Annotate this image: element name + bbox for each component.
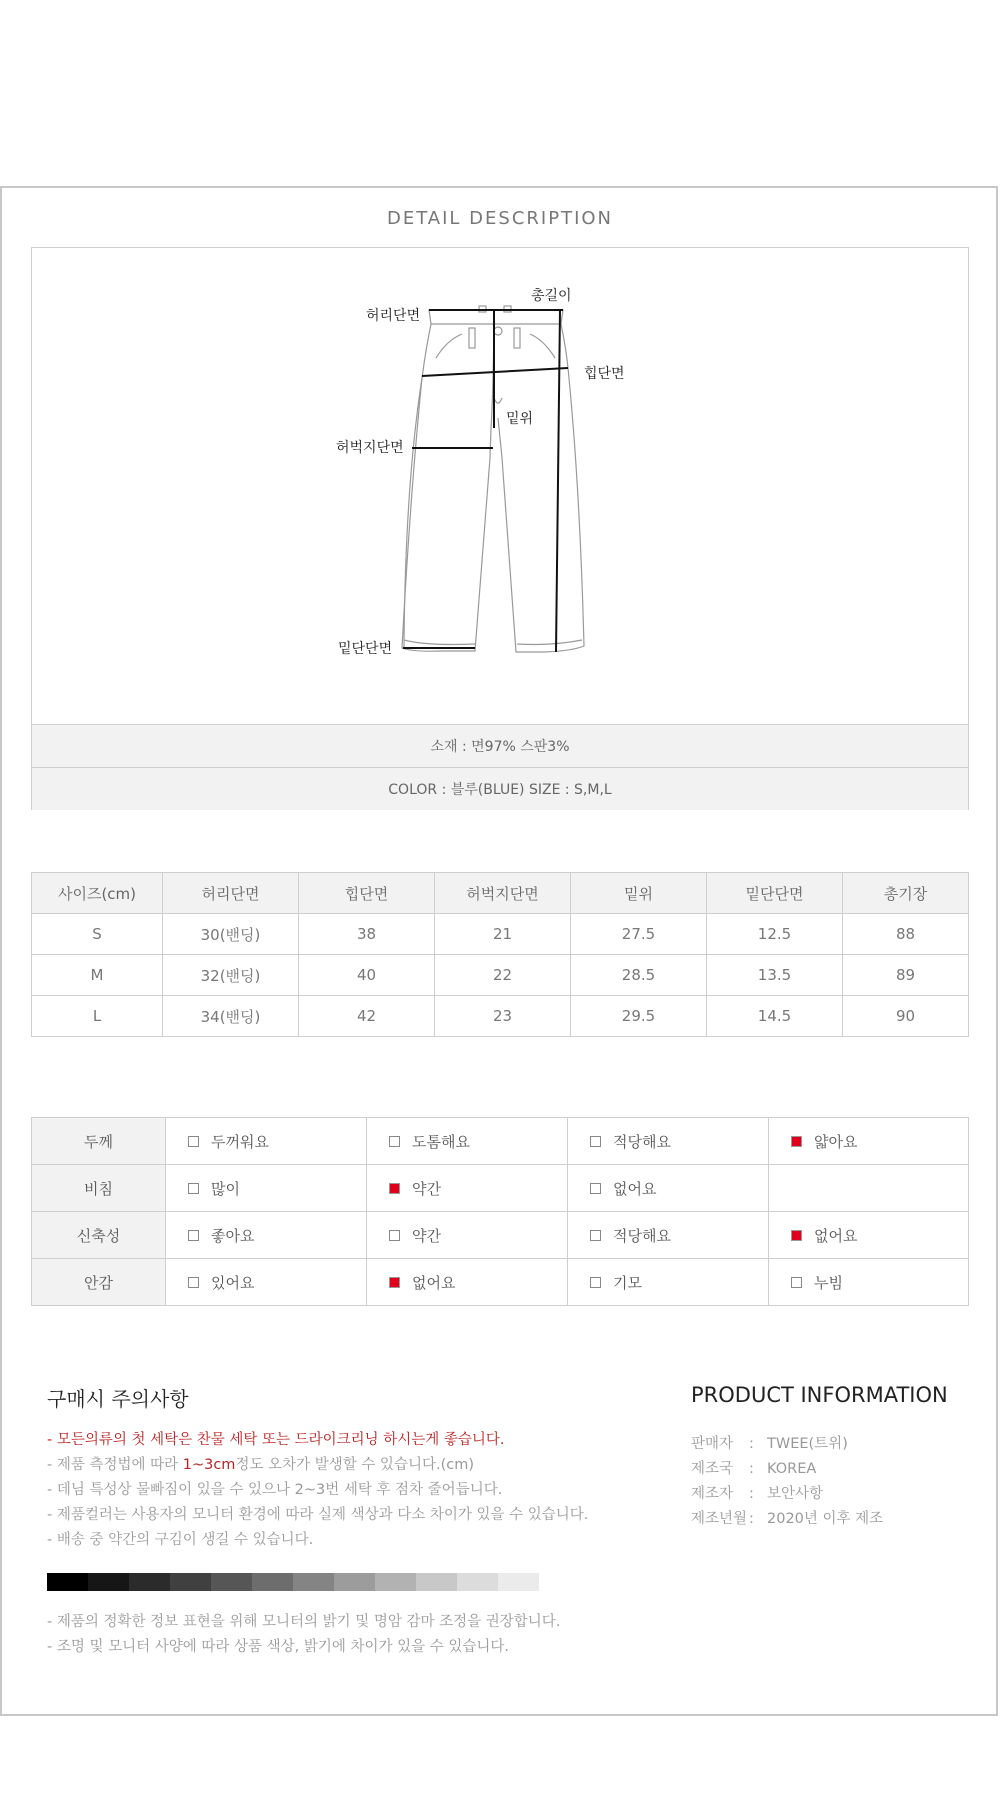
attribute-row-stretch	[32, 1212, 969, 1259]
attribute-row-lining	[32, 1259, 969, 1306]
attribute-row-sheerness	[32, 1165, 969, 1212]
table-cell: 28.5	[571, 955, 707, 996]
option-label: 있어요	[211, 1273, 255, 1292]
hem-header: 밑단단면	[707, 873, 843, 914]
product-info-item	[691, 1432, 883, 1457]
color-swatch	[211, 1573, 252, 1591]
info-value: KOREA	[767, 1461, 817, 1477]
attribute-row-thickness	[32, 1118, 969, 1165]
pants-diagram	[32, 248, 968, 724]
attribute-option	[166, 1212, 367, 1259]
hip-header: 힙단면	[299, 873, 435, 914]
color-swatch	[334, 1573, 375, 1591]
notice-line: - 조명 및 모니터 사양에 따라 상품 색상, 밝기에 차이가 있을 수 있습니다.	[47, 1639, 509, 1655]
table-cell: 29.5	[571, 996, 707, 1037]
info-value: 보안사항	[767, 1486, 824, 1502]
checkbox-icon	[590, 1183, 601, 1194]
notice-line: - 데님 특성상 물빠짐이 있을 수 있으나 2~3번 세탁 후 점차 줄어듭니다.	[47, 1482, 503, 1498]
measurement-diagram-box	[31, 247, 969, 810]
thigh-header: 허벅지단면	[435, 873, 571, 914]
rise-label: 밑위	[506, 411, 534, 427]
color-swatch	[457, 1573, 498, 1591]
color-swatch	[129, 1573, 170, 1591]
attribute-option	[769, 1212, 969, 1259]
notice-highlight: 1~3cm	[182, 1457, 236, 1473]
table-cell: 88	[843, 914, 969, 955]
attribute-label: 두께	[32, 1118, 166, 1165]
attribute-option	[769, 1259, 969, 1306]
table-cell: 34(밴딩)	[163, 996, 299, 1037]
table-cell: 30(밴딩)	[163, 914, 299, 955]
table-row	[32, 996, 969, 1037]
option-label: 도톰해요	[412, 1132, 470, 1151]
table-cell: 12.5	[707, 914, 843, 955]
table-cell: 32(밴딩)	[163, 955, 299, 996]
attribute-table	[31, 1117, 969, 1306]
pants-illustration	[32, 248, 968, 724]
option-label: 없어요	[613, 1179, 657, 1198]
option-label: 없어요	[412, 1273, 456, 1292]
option-label: 누빔	[814, 1273, 843, 1292]
option-label: 두꺼워요	[211, 1132, 269, 1151]
checkbox-icon	[590, 1230, 601, 1241]
attribute-option	[568, 1259, 769, 1306]
total-length-header: 총기장	[843, 873, 969, 914]
table-cell: 14.5	[707, 996, 843, 1037]
attribute-option-empty	[769, 1165, 969, 1212]
info-key: 판매자	[691, 1436, 734, 1452]
table-cell: 90	[843, 996, 969, 1037]
attribute-option	[166, 1118, 367, 1165]
separator: :	[749, 1461, 754, 1477]
notice-text: 정도 오차가 발생할 수 있습니다.(cm)	[235, 1457, 474, 1473]
color-swatch	[170, 1573, 211, 1591]
table-row	[32, 914, 969, 955]
checkbox-icon	[188, 1230, 199, 1241]
detail-title: DETAIL DESCRIPTION	[386, 208, 614, 229]
monitor-notice-list	[47, 1610, 560, 1660]
separator: :	[749, 1511, 754, 1527]
attribute-label: 비침	[32, 1165, 166, 1212]
checkbox-icon	[791, 1277, 802, 1288]
color-swatch	[293, 1573, 334, 1591]
size-table-header	[32, 873, 969, 914]
table-cell: M	[32, 955, 163, 996]
product-info-item	[691, 1482, 883, 1507]
attribute-option	[367, 1212, 568, 1259]
color-size-row: COLOR : 블루(BLUE) SIZE : S,M,L	[32, 767, 968, 810]
product-info-title: PRODUCT INFORMATION	[691, 1383, 948, 1407]
attribute-option	[367, 1165, 568, 1212]
waist-header: 허리단면	[163, 873, 299, 914]
info-key: 제조자	[691, 1486, 734, 1502]
checked-checkbox-icon	[389, 1277, 400, 1288]
attribute-option	[166, 1259, 367, 1306]
option-label: 적당해요	[613, 1226, 671, 1245]
option-label: 좋아요	[211, 1226, 255, 1245]
table-cell: 42	[299, 996, 435, 1037]
checkbox-icon	[590, 1277, 601, 1288]
option-label: 없어요	[814, 1226, 858, 1245]
color-swatch	[375, 1573, 416, 1591]
table-cell: 40	[299, 955, 435, 996]
checked-checkbox-icon	[791, 1230, 802, 1241]
attribute-option	[166, 1165, 367, 1212]
checked-checkbox-icon	[389, 1183, 400, 1194]
attribute-option	[367, 1118, 568, 1165]
checked-checkbox-icon	[791, 1136, 802, 1147]
color-swatch	[416, 1573, 457, 1591]
table-cell: 23	[435, 996, 571, 1037]
checkbox-icon	[188, 1136, 199, 1147]
option-label: 많이	[211, 1179, 240, 1198]
color-swatch	[47, 1573, 88, 1591]
separator: :	[749, 1436, 754, 1452]
notice-line	[47, 1453, 588, 1478]
product-info-item	[691, 1507, 883, 1532]
option-label: 약간	[412, 1226, 441, 1245]
option-label: 얇아요	[814, 1132, 858, 1151]
total-length-label: 총길이	[531, 288, 572, 304]
notice-line: - 모든의류의 첫 세탁은 찬물 세탁 또는 드라이크리닝 하시는게 좋습니다.	[47, 1432, 505, 1448]
color-swatch	[88, 1573, 129, 1591]
notice-list	[47, 1428, 588, 1553]
table-cell: 13.5	[707, 955, 843, 996]
table-cell: L	[32, 996, 163, 1037]
info-key: 제조년월	[691, 1511, 748, 1527]
attribute-option	[769, 1118, 969, 1165]
attribute-label: 신축성	[32, 1212, 166, 1259]
notice-line: - 제품컬러는 사용자의 모니터 환경에 따라 실제 색상과 다소 차이가 있을 수 있습니다.	[47, 1507, 589, 1523]
attribute-option	[568, 1118, 769, 1165]
attribute-option	[568, 1212, 769, 1259]
table-cell: 38	[299, 914, 435, 955]
table-cell: 22	[435, 955, 571, 996]
info-value: TWEE(트위)	[767, 1436, 848, 1452]
option-label: 기모	[613, 1273, 642, 1292]
waist-label: 허리단면	[366, 308, 421, 324]
checkbox-icon	[590, 1136, 601, 1147]
checkbox-icon	[389, 1136, 400, 1147]
table-row	[32, 955, 969, 996]
attribute-option	[568, 1165, 769, 1212]
notice-text: - 제품 측정법에 따라	[47, 1457, 183, 1473]
rise-header: 밑위	[571, 873, 707, 914]
table-cell: 27.5	[571, 914, 707, 955]
attribute-option	[367, 1259, 568, 1306]
table-cell: 21	[435, 914, 571, 955]
thigh-label: 허벅지단면	[336, 440, 404, 456]
table-cell: S	[32, 914, 163, 955]
product-info-item	[691, 1457, 883, 1482]
checkbox-icon	[188, 1183, 199, 1194]
notice-line: - 제품의 정확한 정보 표현을 위해 모니터의 밝기 및 명암 감마 조정을 권장합니다.	[47, 1614, 561, 1630]
attribute-label: 안감	[32, 1259, 166, 1306]
option-label: 약간	[412, 1179, 441, 1198]
table-cell: 89	[843, 955, 969, 996]
checkbox-icon	[389, 1230, 400, 1241]
notice-line: - 배송 중 약간의 구김이 생길 수 있습니다.	[47, 1532, 314, 1548]
info-key: 제조국	[691, 1461, 734, 1477]
option-label: 적당해요	[613, 1132, 671, 1151]
color-swatch	[252, 1573, 293, 1591]
notice-title: 구매시 주의사항	[47, 1387, 189, 1411]
color-swatch	[498, 1573, 539, 1591]
product-info-list	[691, 1432, 883, 1532]
size-table	[31, 872, 969, 1037]
info-value: 2020년 이후 제조	[767, 1511, 884, 1527]
size-header: 사이즈(cm)	[32, 873, 163, 914]
hem-label: 밑단단면	[338, 641, 393, 657]
grayscale-swatch-bar	[47, 1573, 539, 1591]
checkbox-icon	[188, 1277, 199, 1288]
material-row: 소재 : 면97% 스판3%	[32, 724, 968, 767]
hip-label: 힙단면	[584, 366, 625, 382]
separator: :	[749, 1486, 754, 1502]
